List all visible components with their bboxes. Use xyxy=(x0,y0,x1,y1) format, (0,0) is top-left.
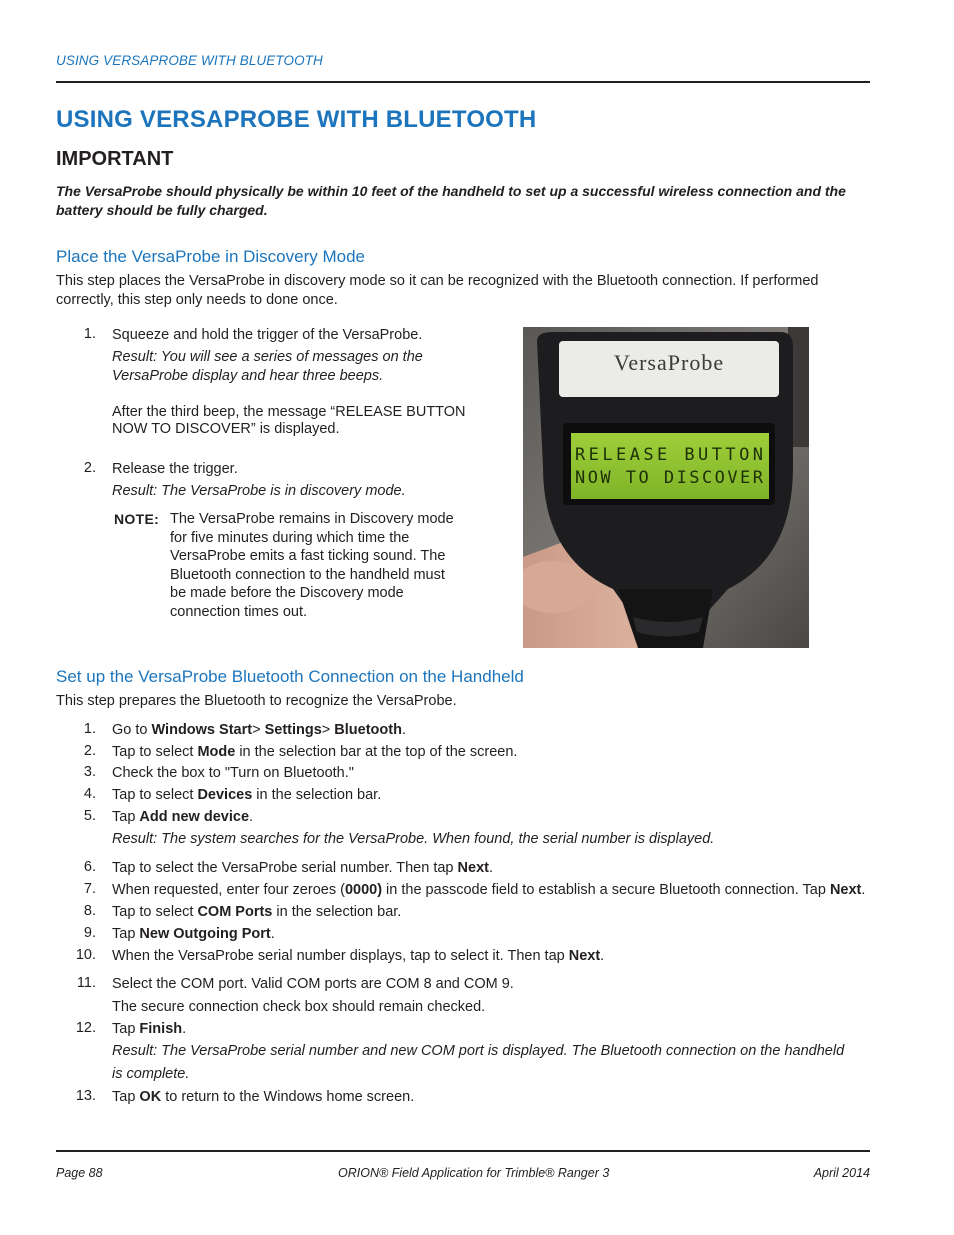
section-heading-discovery: Place the VersaProbe in Discovery Mode xyxy=(56,247,365,266)
step-result: Result: You will see a series of messages on the xyxy=(112,349,423,365)
step-number: 2. xyxy=(83,743,96,759)
step-text: Tap to select the VersaProbe serial number. Then tap Next. xyxy=(112,860,493,876)
step-text: When the VersaProbe serial number displays, tap to select it. Then tap Next. xyxy=(112,948,605,964)
step-subtext: The secure connection check box should remain checked. xyxy=(112,999,486,1015)
step-text: NOW TO DISCOVER” is displayed. xyxy=(112,421,340,437)
footer-date: April 2014 xyxy=(813,1166,870,1180)
photo-screen-line-2: NOW TO DISCOVER xyxy=(575,468,763,488)
section-heading-bluetooth-setup: Set up the VersaProbe Bluetooth Connection on the Handheld xyxy=(56,667,524,686)
step-number: 7. xyxy=(83,881,96,897)
section-intro-bluetooth-setup: This step prepares the Bluetooth to recognize the VersaProbe. xyxy=(56,693,457,709)
step-text: Select the COM port. Valid COM ports are COM 8 and COM 9. xyxy=(112,976,514,992)
running-head: USING VERSAPROBE WITH BLUETOOTH xyxy=(56,53,323,68)
step-result: Result: The system searches for the VersaProbe. When found, the serial number is displayed. xyxy=(112,831,715,847)
footer-doc-title: ORION® Field Application for Trimble® Ranger 3 xyxy=(338,1166,610,1180)
section-intro-discovery: This step places the VersaProbe in discovery mode so it can be recognized with the Bluetooth connection. If performed correctly, this step only needs to done once. xyxy=(56,273,819,308)
note-label: NOTE: xyxy=(114,511,160,527)
step-number: 4. xyxy=(83,786,96,802)
page-title: USING VERSAPROBE WITH BLUETOOTH xyxy=(56,106,537,133)
step-text: When requested, enter four zeroes (0000) in the passcode field to establish a secure Bluetooth connection. Tap Next. xyxy=(112,882,866,898)
step-number: 13. xyxy=(75,1088,96,1104)
step-number: 10. xyxy=(75,947,96,963)
important-text: The VersaProbe should physically be within 10 feet of the handheld to set up a successful wireless connection and the battery should be fully charged. xyxy=(56,183,846,218)
step-text: Tap OK to return to the Windows home screen. xyxy=(112,1089,415,1105)
step-text: Tap to select COM Ports in the selection bar. xyxy=(112,904,402,920)
step-result: Result: The VersaProbe is in discovery mode. xyxy=(112,483,406,499)
step-number: 2. xyxy=(83,460,96,476)
important-heading: IMPORTANT xyxy=(56,148,174,170)
versaprobe-photo xyxy=(523,327,809,648)
step-number: 11. xyxy=(76,975,96,991)
step-text: Go to Windows Start> Settings> Bluetooth. xyxy=(112,722,406,738)
step-number: 6. xyxy=(83,859,96,875)
step-text: Tap New Outgoing Port. xyxy=(112,926,275,942)
footer-page-number: Page 88 xyxy=(56,1166,103,1180)
versaprobe-illustration xyxy=(523,327,809,648)
footer-rule xyxy=(56,1150,870,1152)
step-result: Result: The VersaProbe serial number and new COM port is displayed. The Bluetooth connection on the handheld xyxy=(112,1043,845,1059)
step-text: Release the trigger. xyxy=(112,461,238,477)
step-text: Check the box to "Turn on Bluetooth." xyxy=(112,765,354,781)
header-rule xyxy=(56,81,870,83)
step-text: After the third beep, the message “RELEASE BUTTON xyxy=(112,404,466,420)
step-text: Tap to select Mode in the selection bar at the top of the screen. xyxy=(112,744,518,760)
step-text: Squeeze and hold the trigger of the VersaProbe. xyxy=(112,327,423,343)
note-text: The VersaProbe remains in Discovery mode for five minutes during which time the VersaProbe emits a fast ticking sound. The Bluetooth connection to the handheld must be made before the Discovery mode connection times out. xyxy=(170,511,454,620)
step-result: is complete. xyxy=(112,1066,190,1082)
step-number: 12. xyxy=(75,1020,96,1036)
step-number: 3. xyxy=(83,764,96,780)
step-number: 9. xyxy=(83,925,96,941)
step-number: 1. xyxy=(83,721,96,737)
step-text: Tap Add new device. xyxy=(112,809,254,825)
step-result: VersaProbe display and hear three beeps. xyxy=(112,368,384,384)
photo-screen-line-1: RELEASE BUTTON xyxy=(575,445,763,465)
step-text: Tap to select Devices in the selection bar. xyxy=(112,787,382,803)
step-number: 5. xyxy=(83,808,96,824)
photo-label-text: VersaProbe xyxy=(613,350,725,375)
step-number: 8. xyxy=(83,903,96,919)
step-text: Tap Finish. xyxy=(112,1021,187,1037)
step-number: 1. xyxy=(83,326,96,342)
